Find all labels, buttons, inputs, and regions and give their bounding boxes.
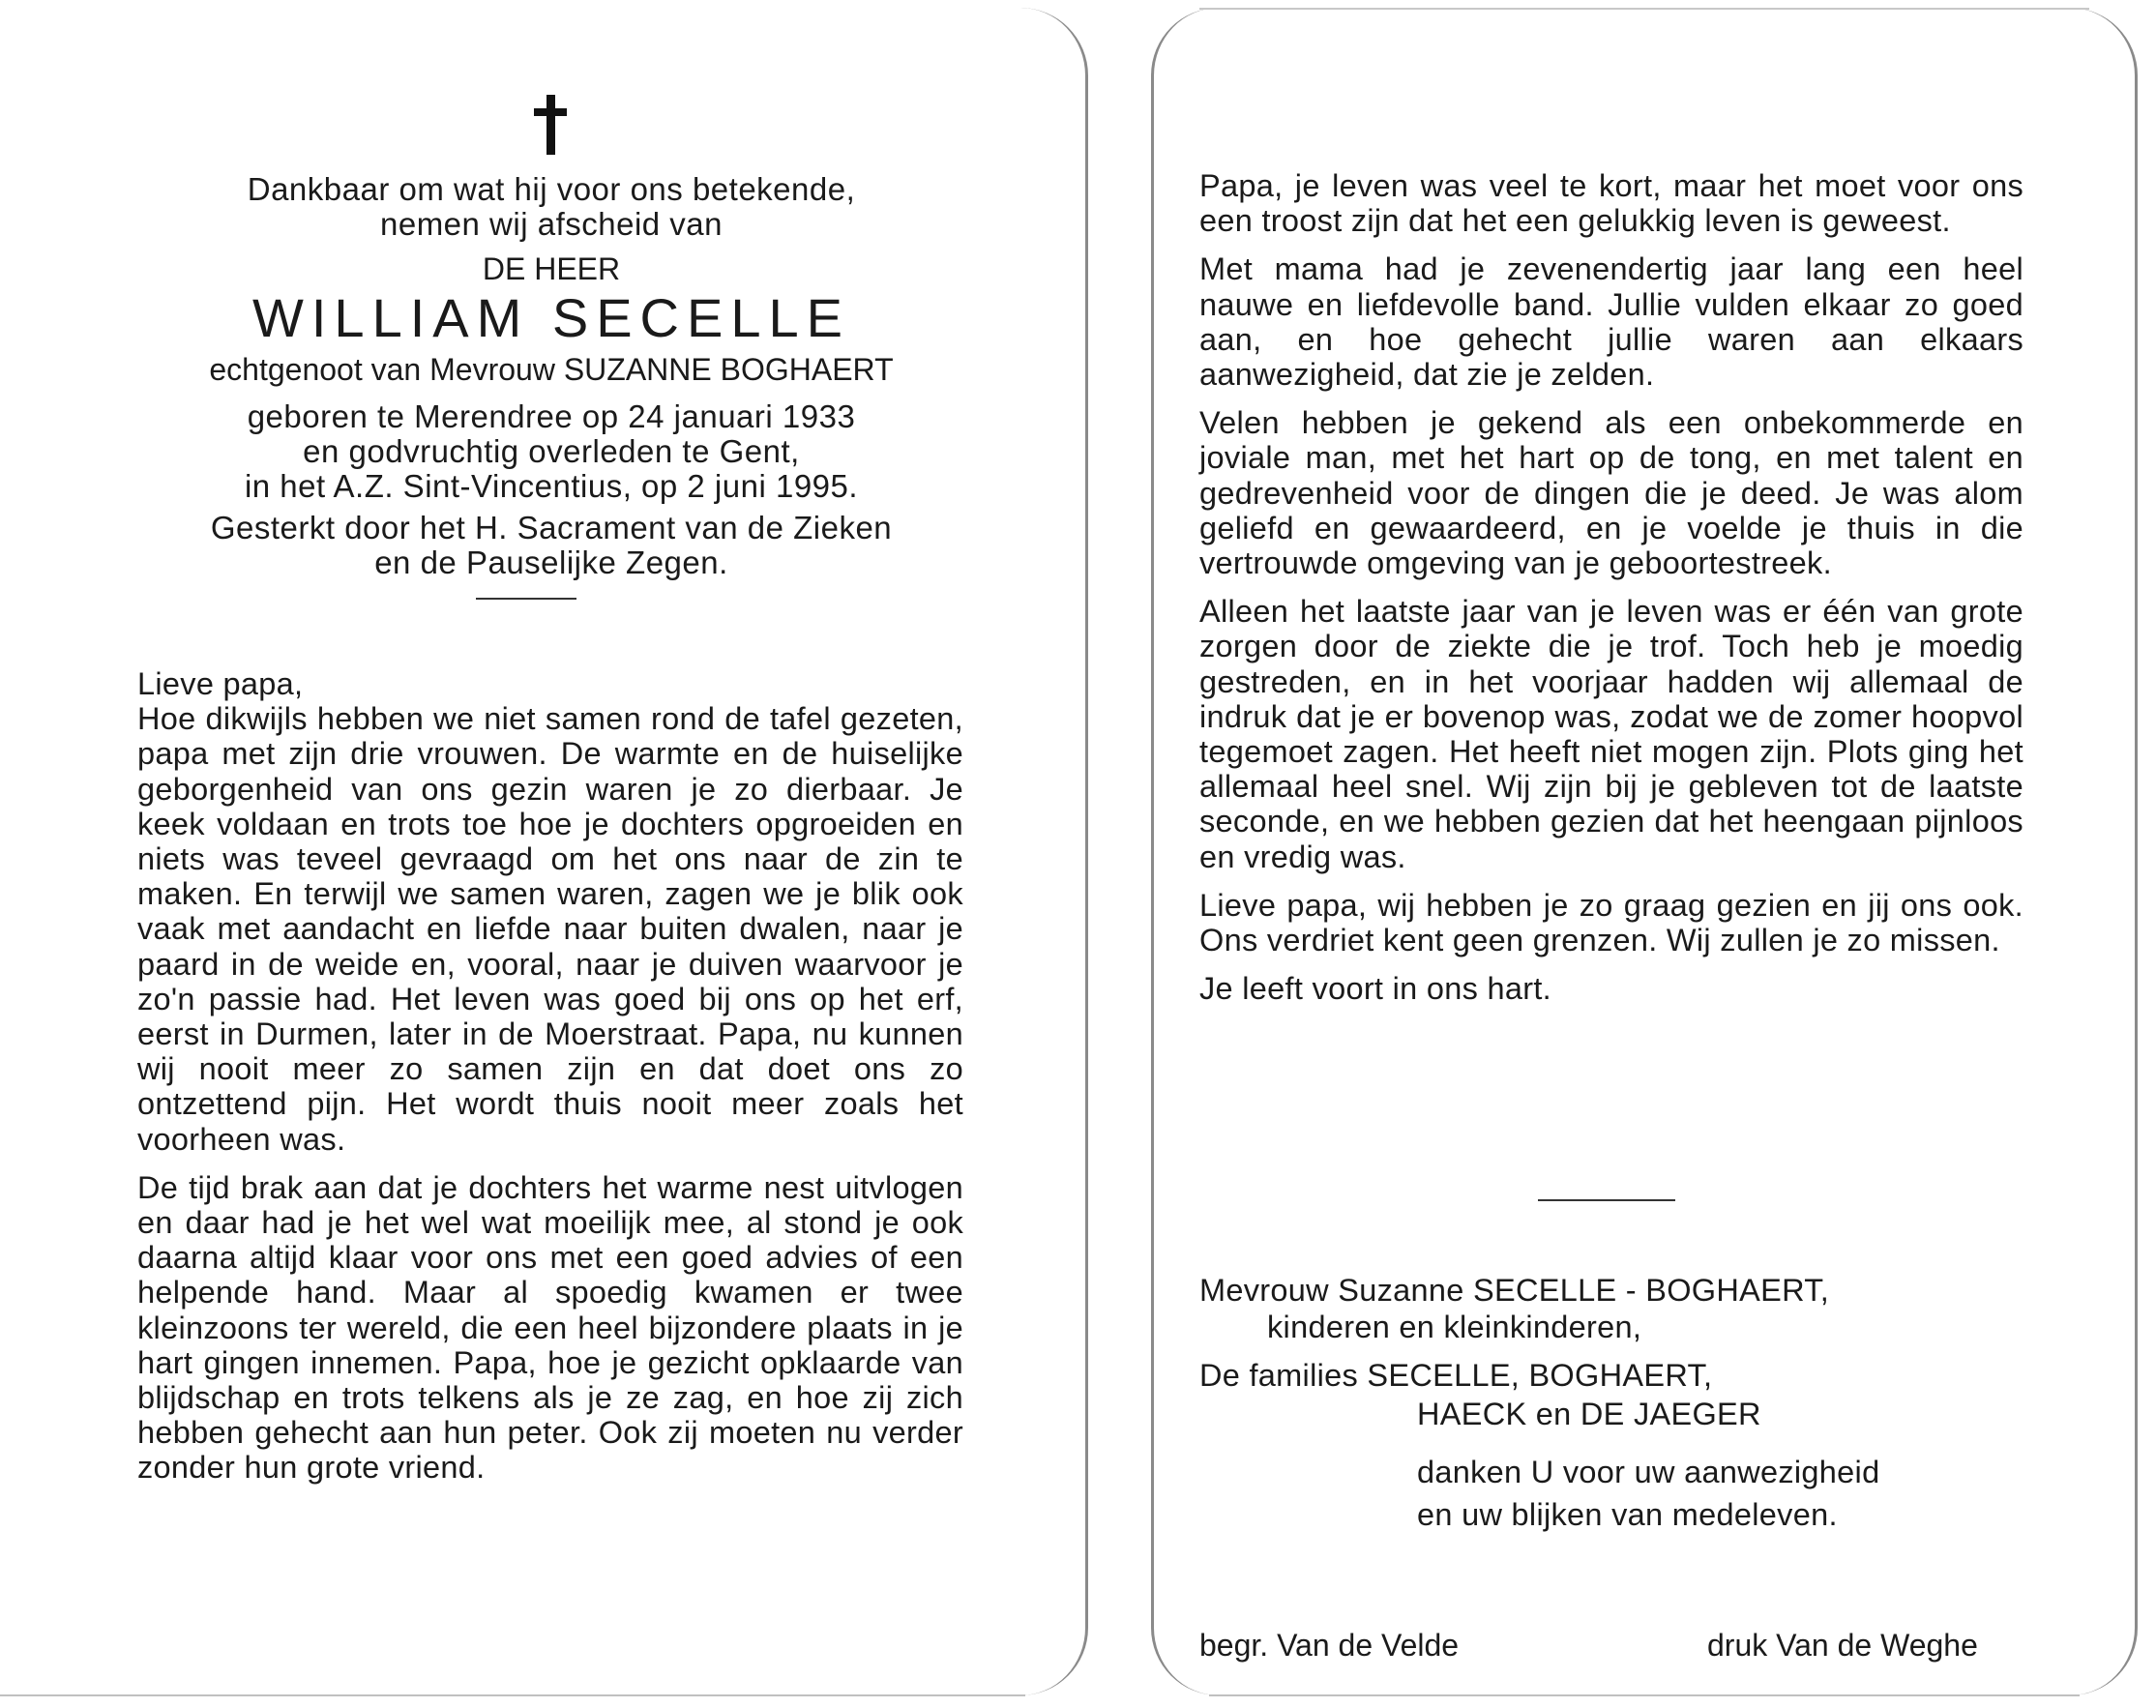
letter-paragraph: Lieve papa, wij hebben je zo graag gezien en jij ons ook. Ons verdriet kent geen grenzen. Wij zullen je zo missen. (1199, 887, 2023, 958)
letter-paragraph: Papa, je leven was veel te kort, maar het moet voor ons een troost zijn dat het een gelukkig leven is geweest. (1199, 168, 2023, 239)
left-letter (137, 666, 963, 1499)
letter-paragraph: Velen hebben je gekend als een onbekommerde en joviale man, met het hart op de tong, en met talent en gedrevenheid voor de dingen die je deed. Je was alom geliefd en gewaardeerd, en je voelde je thuis in die vertrouwde omgeving van je geboortestreek. (1199, 405, 2023, 581)
letter-paragraph: De tijd brak aan dat je dochters het warme nest uitvlogen en daar had je het wel wat moeilijk mee, al stond je ook daarna altijd klaar voor ons met een goed advies of een helpende hand. Maar al spoedig kwamen er twee kleinzoons ter wereld, die een heel bijzondere plaats in je hart gingen innemen. Papa, hoe je gezicht opklaarde van blijdschap en trots telkens als je ze zag, en hoe zij zich hebben gehecht aan hun peter. Ook zij moeten nu verder zonder hun grote vriend. (137, 1169, 963, 1486)
letter-closing: Je leeft voort in ons hart. (1199, 971, 1551, 1007)
divider-right (1538, 1199, 1675, 1201)
right-letter (1199, 168, 2023, 1019)
birth-line: geboren te Merendree op 24 januari 1933 (247, 398, 856, 434)
family-line-1: Mevrouw Suzanne SECELLE - BOGHAERT, (1199, 1273, 1830, 1308)
letter-paragraph: Alleen het laatste jaar van je leven was er één van grote zorgen door de ziekte die je trof. Toch heb je moedig gestreden, en in het voorjaar hadden wij allemaal de indruk dat je er bovenop was, zodat we de zomer hoopvol tegemoet zagen. Het heeft niet mogen zijn. Plots ging het allemaal heel snel. Wij zijn bij je gebleven tot de laatste seconde, en we hebben gezien dat het heengaan pijnloos en vredig was. (1199, 594, 2023, 874)
card-edge-line (0, 1694, 1025, 1696)
hospital-line: in het A.Z. Sint-Vincentius, op 2 juni 1995. (244, 468, 859, 504)
family-line-4: HAECK en DE JAEGER (1417, 1397, 1761, 1431)
death-line: en godvruchtig overleden te Gent, (303, 433, 800, 469)
honorific-title: DE HEER (482, 251, 621, 286)
family-line-3: De families SECELLE, BOGHAERT, (1199, 1358, 1713, 1393)
family-line-2: kinderen en kleinkinderen, (1267, 1310, 1642, 1344)
deceased-name: WILLIAM SECELLE (252, 287, 850, 348)
undertaker-credit: begr. Van de Velde (1199, 1628, 1460, 1663)
intro-line-2: nemen wij afscheid van (379, 206, 724, 242)
card-edge-line (1199, 8, 2089, 10)
letter-paragraph: Lieve papa, Hoe dikwijls hebben we niet samen rond de tafel gezeten, papa met zijn drie vrouwen. De warmte en de huiselijke geborgenheid van ons gezin waren je zo dierbaar. Je keek voldaan en trots toe hoe je dochters opgroeiden en niets was teveel gevraagd om het ons naar de zin te maken. En terwijl we samen waren, zagen we je blik ook vaak met aandacht en liefde naar buiten dwalen, naar je paard in de weide en, vooral, naar je duiven waarvoor je zo'n passie had. Het leven was goed bij ons op het erf, eerst in Durmen, later in de Moerstraat. Papa, nu kunnen wij nooit meer zo samen zijn en dat doet ons zo ontzettend pijn. Het wordt thuis nooit meer zoals het voorheen was. (137, 666, 963, 1157)
cross-icon (532, 95, 569, 155)
intro-line-1: Dankbaar om wat hij voor ons betekende, (247, 171, 856, 207)
printer-credit: druk Van de Weghe (1707, 1628, 1978, 1663)
letter-paragraph: Met mama had je zevenendertig jaar lang een heel nauwe en liefdevolle band. Jullie vulden elkaar zo goed aan, en hoe gehecht jullie waren aan elkaars aanwezigheid, dat zie je zelden. (1199, 251, 2023, 393)
spouse-line: echtgenoot van Mevrouw SUZANNE BOGHAERT (209, 352, 894, 387)
sacrament-line-2: en de Pauselijke Zegen. (374, 545, 728, 580)
card-edge-line (1209, 1694, 2080, 1696)
thanks-line-2: en uw blijken van medeleven. (1417, 1497, 1838, 1532)
thanks-line-1: danken U voor uw aanwezigheid (1417, 1455, 1880, 1489)
divider-left (476, 598, 576, 600)
sacrament-line-1: Gesterkt door het H. Sacrament van de Zieken (210, 510, 893, 545)
